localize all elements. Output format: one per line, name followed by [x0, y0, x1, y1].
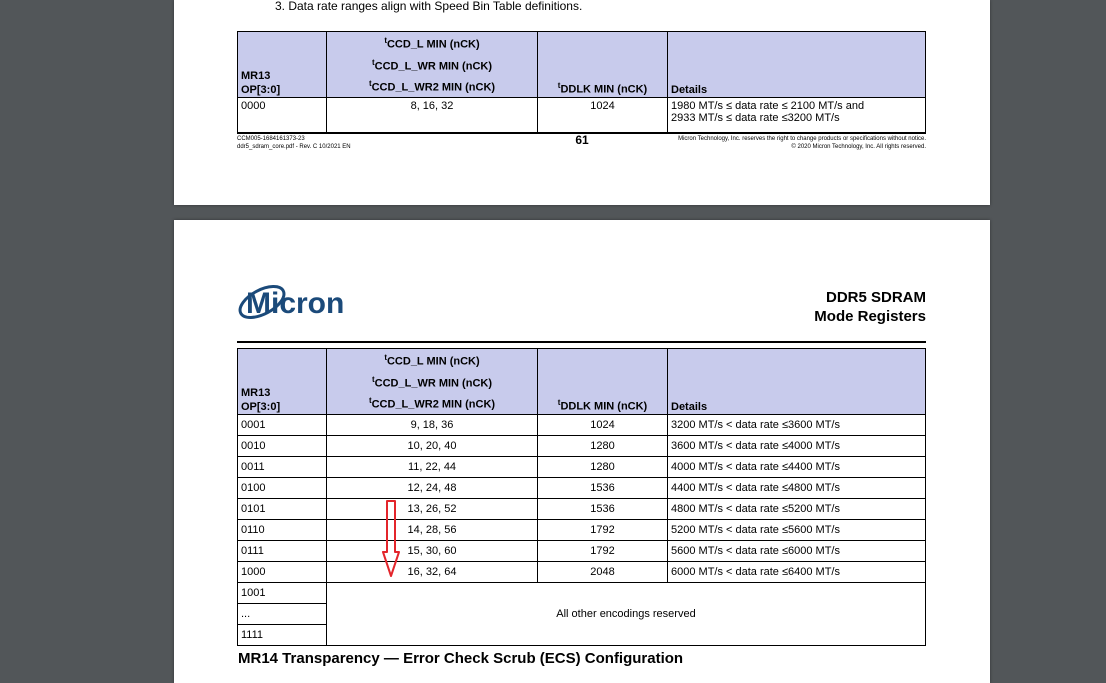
title-rule — [237, 341, 926, 343]
table-row: 0011 11, 22, 44 1280 4000 MT/s < data rate ≤4400 MT/s — [238, 456, 926, 477]
table-row: 0101 13, 26, 52 1536 4800 MT/s < data rate ≤5200 MT/s — [238, 498, 926, 519]
mr13-table-part1 — [237, 31, 926, 134]
cell-op-reserved: 1001 — [238, 582, 327, 603]
header-details: Details — [668, 349, 926, 415]
footer-left: CCM005-1684161373-23 ddr5_sdram_core.pdf - Rev. C 10/2021 EN — [237, 136, 351, 150]
table-header-row — [238, 349, 926, 415]
table-header-row — [238, 32, 926, 98]
reserved-cell: All other encodings reserved — [327, 582, 926, 645]
table-row — [238, 97, 926, 133]
page-number: 61 — [575, 133, 589, 147]
section-heading: MR14 Transparency — Error Check Scrub (ECS) Configuration — [238, 650, 684, 667]
cell-op: 0000 — [238, 97, 327, 133]
header-op: MR13 OP[3:0] — [238, 349, 327, 415]
header-ddlk: $^t$DDLK MIN (nCK) — [538, 349, 668, 415]
table-row — [238, 582, 926, 603]
header-details: Details — [668, 32, 926, 98]
cell-op-reserved: 1111 — [238, 624, 327, 645]
cell-ccd: 8, 16, 32 — [327, 97, 538, 133]
table-row: 0001 9, 18, 36 1024 3200 MT/s < data rate ≤3600 MT/s — [238, 414, 926, 435]
header-ccd: $^t$CCD_L MIN (nCK) $^t$CCD_L_WR MIN (nCK) $^t$CCD_L_WR2 MIN (nCK) — [327, 32, 538, 98]
cell-op-reserved: ... — [238, 603, 327, 624]
down-arrow-icon — [382, 500, 400, 578]
table-row: 0111 15, 30, 60 1792 5600 MT/s < data rate ≤6000 MT/s — [238, 540, 926, 561]
header-ddlk: $^t$DDLK MIN (nCK) — [538, 32, 668, 98]
table-row: 0100 12, 24, 48 1536 4400 MT/s < data rate ≤4800 MT/s — [238, 477, 926, 498]
footer-right: Micron Technology, Inc. reserves the right to change products or specifications without notice. © 2020 Micron Technology, Inc. All rights reserved. — [678, 136, 926, 150]
table-row: 1000 16, 32, 64 2048 6000 MT/s < data rate ≤6400 MT/s — [238, 561, 926, 582]
pdf-page-61 — [174, 0, 990, 205]
header-op: MR13 OP[3:0] — [238, 32, 327, 98]
mr13-table-part2 — [237, 348, 926, 646]
cell-ddlk: 1024 — [538, 97, 668, 133]
micron-logo-icon — [236, 278, 401, 326]
table-row: 0010 10, 20, 40 1280 3600 MT/s < data rate ≤4000 MT/s — [238, 435, 926, 456]
header-ccd: $^t$CCD_L MIN (nCK) $^t$CCD_L_WR MIN (nCK) $^t$CCD_L_WR2 MIN (nCK) — [327, 349, 538, 415]
table-footnote: 3. Data rate ranges align with Speed Bin Table definitions. — [275, 0, 583, 13]
document-title: DDR5 SDRAM Mode Registers — [814, 289, 926, 325]
svg-text:Micron: Micron — [246, 287, 345, 320]
table-row: 0110 14, 28, 56 1792 5200 MT/s < data rate ≤5600 MT/s — [238, 519, 926, 540]
cell-details: 1980 MT/s ≤ data rate ≤ 2100 MT/s and 2933 MT/s ≤ data rate ≤3200 MT/s — [668, 97, 926, 133]
